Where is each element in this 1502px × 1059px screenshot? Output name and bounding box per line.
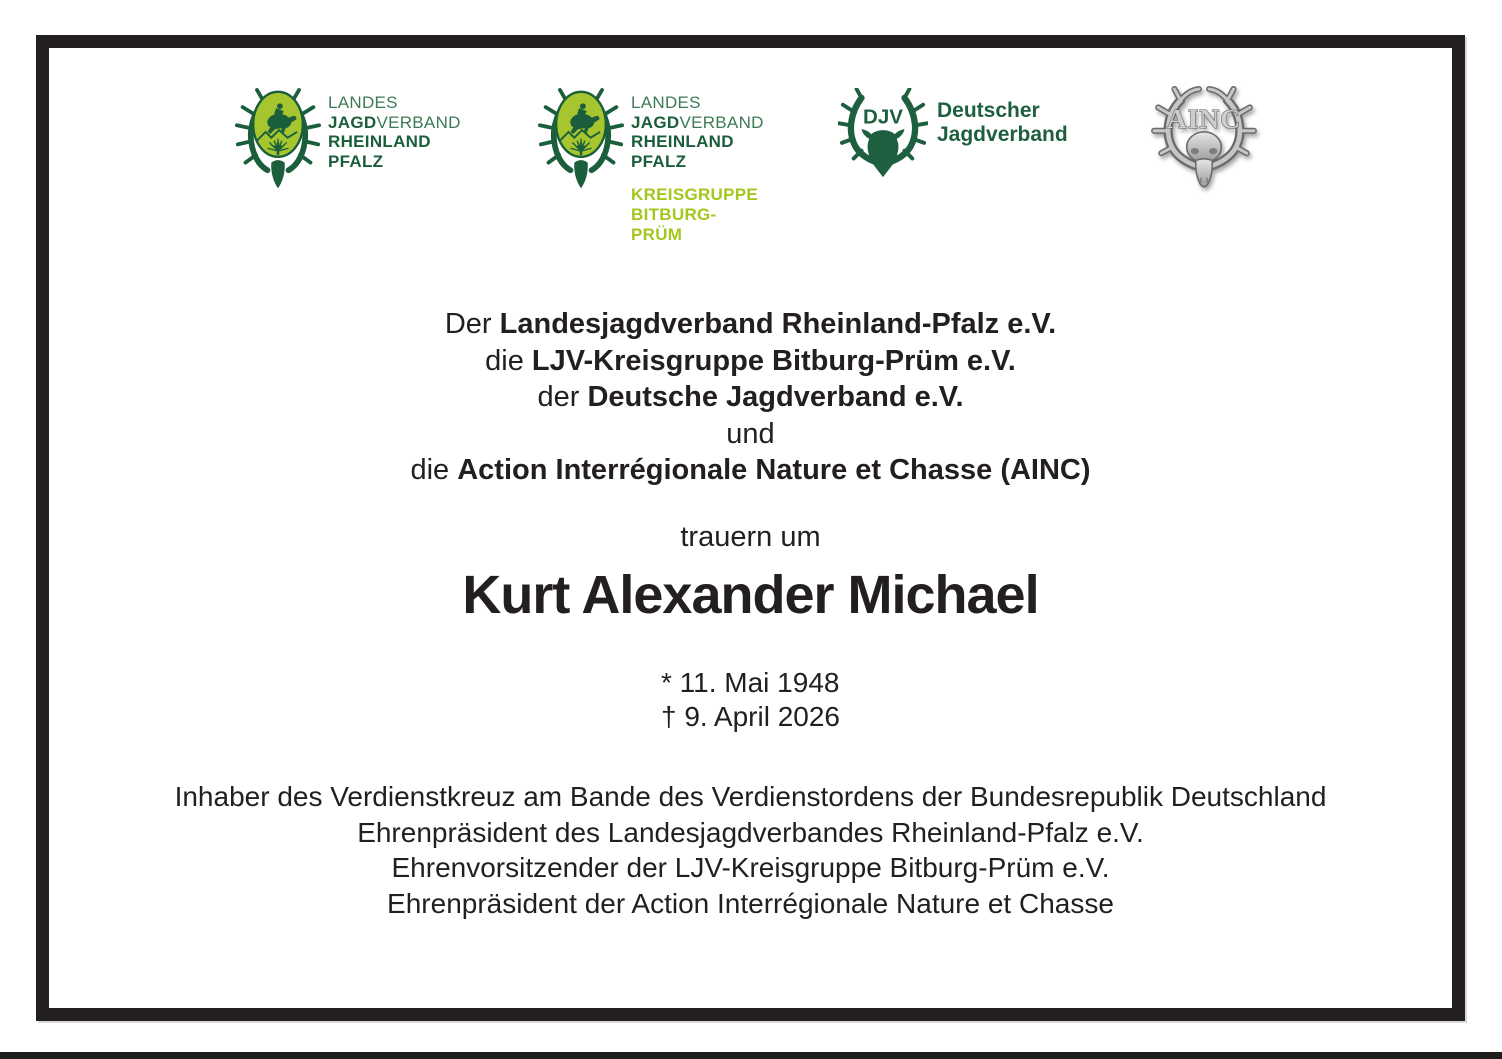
honors-block (49, 779, 1452, 921)
ljv-wordmark-pfalz: PFALZ (631, 151, 687, 171)
kreisgruppe-wordmark (631, 185, 764, 245)
org-line-3-name: Deutsche Jagdverband e.V. (587, 381, 964, 414)
org-line-2-name: LJV-Kreisgruppe Bitburg-Prüm e.V. (531, 344, 1016, 377)
ljv-wordmark (631, 93, 764, 171)
birth-date: * 11. Mai 1948 (660, 667, 840, 698)
ljv-wordmark-rheinland: RHEINLAND (631, 132, 734, 151)
mourning-phrase: trauern um (680, 521, 821, 553)
kreisgruppe-line1: KREISGRUPPE (631, 185, 759, 204)
djv-wordmark (937, 99, 1068, 147)
logo-ainc (1148, 84, 1260, 198)
ljv-wordmark (328, 93, 461, 171)
ljv-wordmark-landes: LANDES (631, 93, 701, 112)
ljv-wordmark-rheinland: RHEINLAND (328, 132, 431, 151)
ainc-skull-badge-icon (1148, 84, 1260, 198)
honor-line-2: Ehrenpräsident des Landesjagdverbandes Rheinland-Pfalz e.V. (357, 816, 1144, 848)
org-line-1-name: Landesjagdverband Rheinland-Pfalz e.V. (499, 308, 1057, 340)
org-line-5 (49, 452, 1452, 489)
org-line-3-prefix: der (537, 381, 588, 414)
logo-ljv-rheinland-pfalz (235, 86, 461, 199)
djv-deer-head-icon (838, 88, 928, 186)
honor-line-3: Ehrenvorsitzender der LJV-Kreisgruppe Bitburg-Prüm e.V. (391, 852, 1110, 883)
org-line-3 (49, 379, 1452, 416)
ljv-wordmark-landes: LANDES (328, 93, 398, 112)
logo-djv (838, 88, 1068, 186)
ljv-wordmark-jagd: JAGD (631, 112, 680, 132)
ljv-antler-emblem-icon (538, 86, 624, 199)
org-line-4-prefix: und (726, 417, 775, 450)
honor-line-1: Inhaber des Verdienstkreuz am Bande des Verdienstordens der Bundesrepublik Deutschland (174, 781, 1327, 812)
djv-abbr-text: DJV (863, 105, 903, 129)
ljv-wordmark-pfalz: PFALZ (328, 151, 384, 171)
ljv-antler-emblem-icon (235, 86, 321, 199)
honor-line-4: Ehrenpräsident der Action Interrégionale Nature et Chasse (387, 887, 1114, 919)
life-dates (49, 666, 1452, 734)
deceased-name: Kurt Alexander Michael (462, 565, 1039, 625)
djv-wordmark-line2: Jagdverband (937, 123, 1068, 146)
org-line-4 (49, 416, 1452, 453)
djv-wordmark-line1: Deutscher (937, 99, 1040, 122)
ainc-abbr-text: AINC (1166, 103, 1242, 134)
org-line-1-prefix: Der (444, 308, 500, 340)
org-line-5-name: Action Interrégionale Nature et Chasse (AINC) (457, 454, 1091, 487)
organisations-block (49, 306, 1452, 489)
ljv-wordmark-verband: VERBAND (679, 112, 764, 132)
kreisgruppe-line3: PRÜM (631, 225, 683, 244)
death-date: † 9. April 2026 (660, 701, 841, 732)
org-line-2-prefix: die (485, 344, 532, 377)
bottom-divider (0, 1052, 1502, 1059)
org-line-2 (49, 343, 1452, 380)
kreisgruppe-line2: BITBURG- (631, 205, 717, 224)
logo-ljv-kreisgruppe-bitburg-pruem (538, 86, 764, 245)
ljv-wordmark-jagd: JAGD (328, 112, 377, 132)
ljv-wordmark-verband: VERBAND (376, 112, 461, 132)
org-line-1 (49, 306, 1452, 343)
org-line-5-prefix: die (410, 454, 458, 487)
obituary-card (36, 35, 1465, 1021)
